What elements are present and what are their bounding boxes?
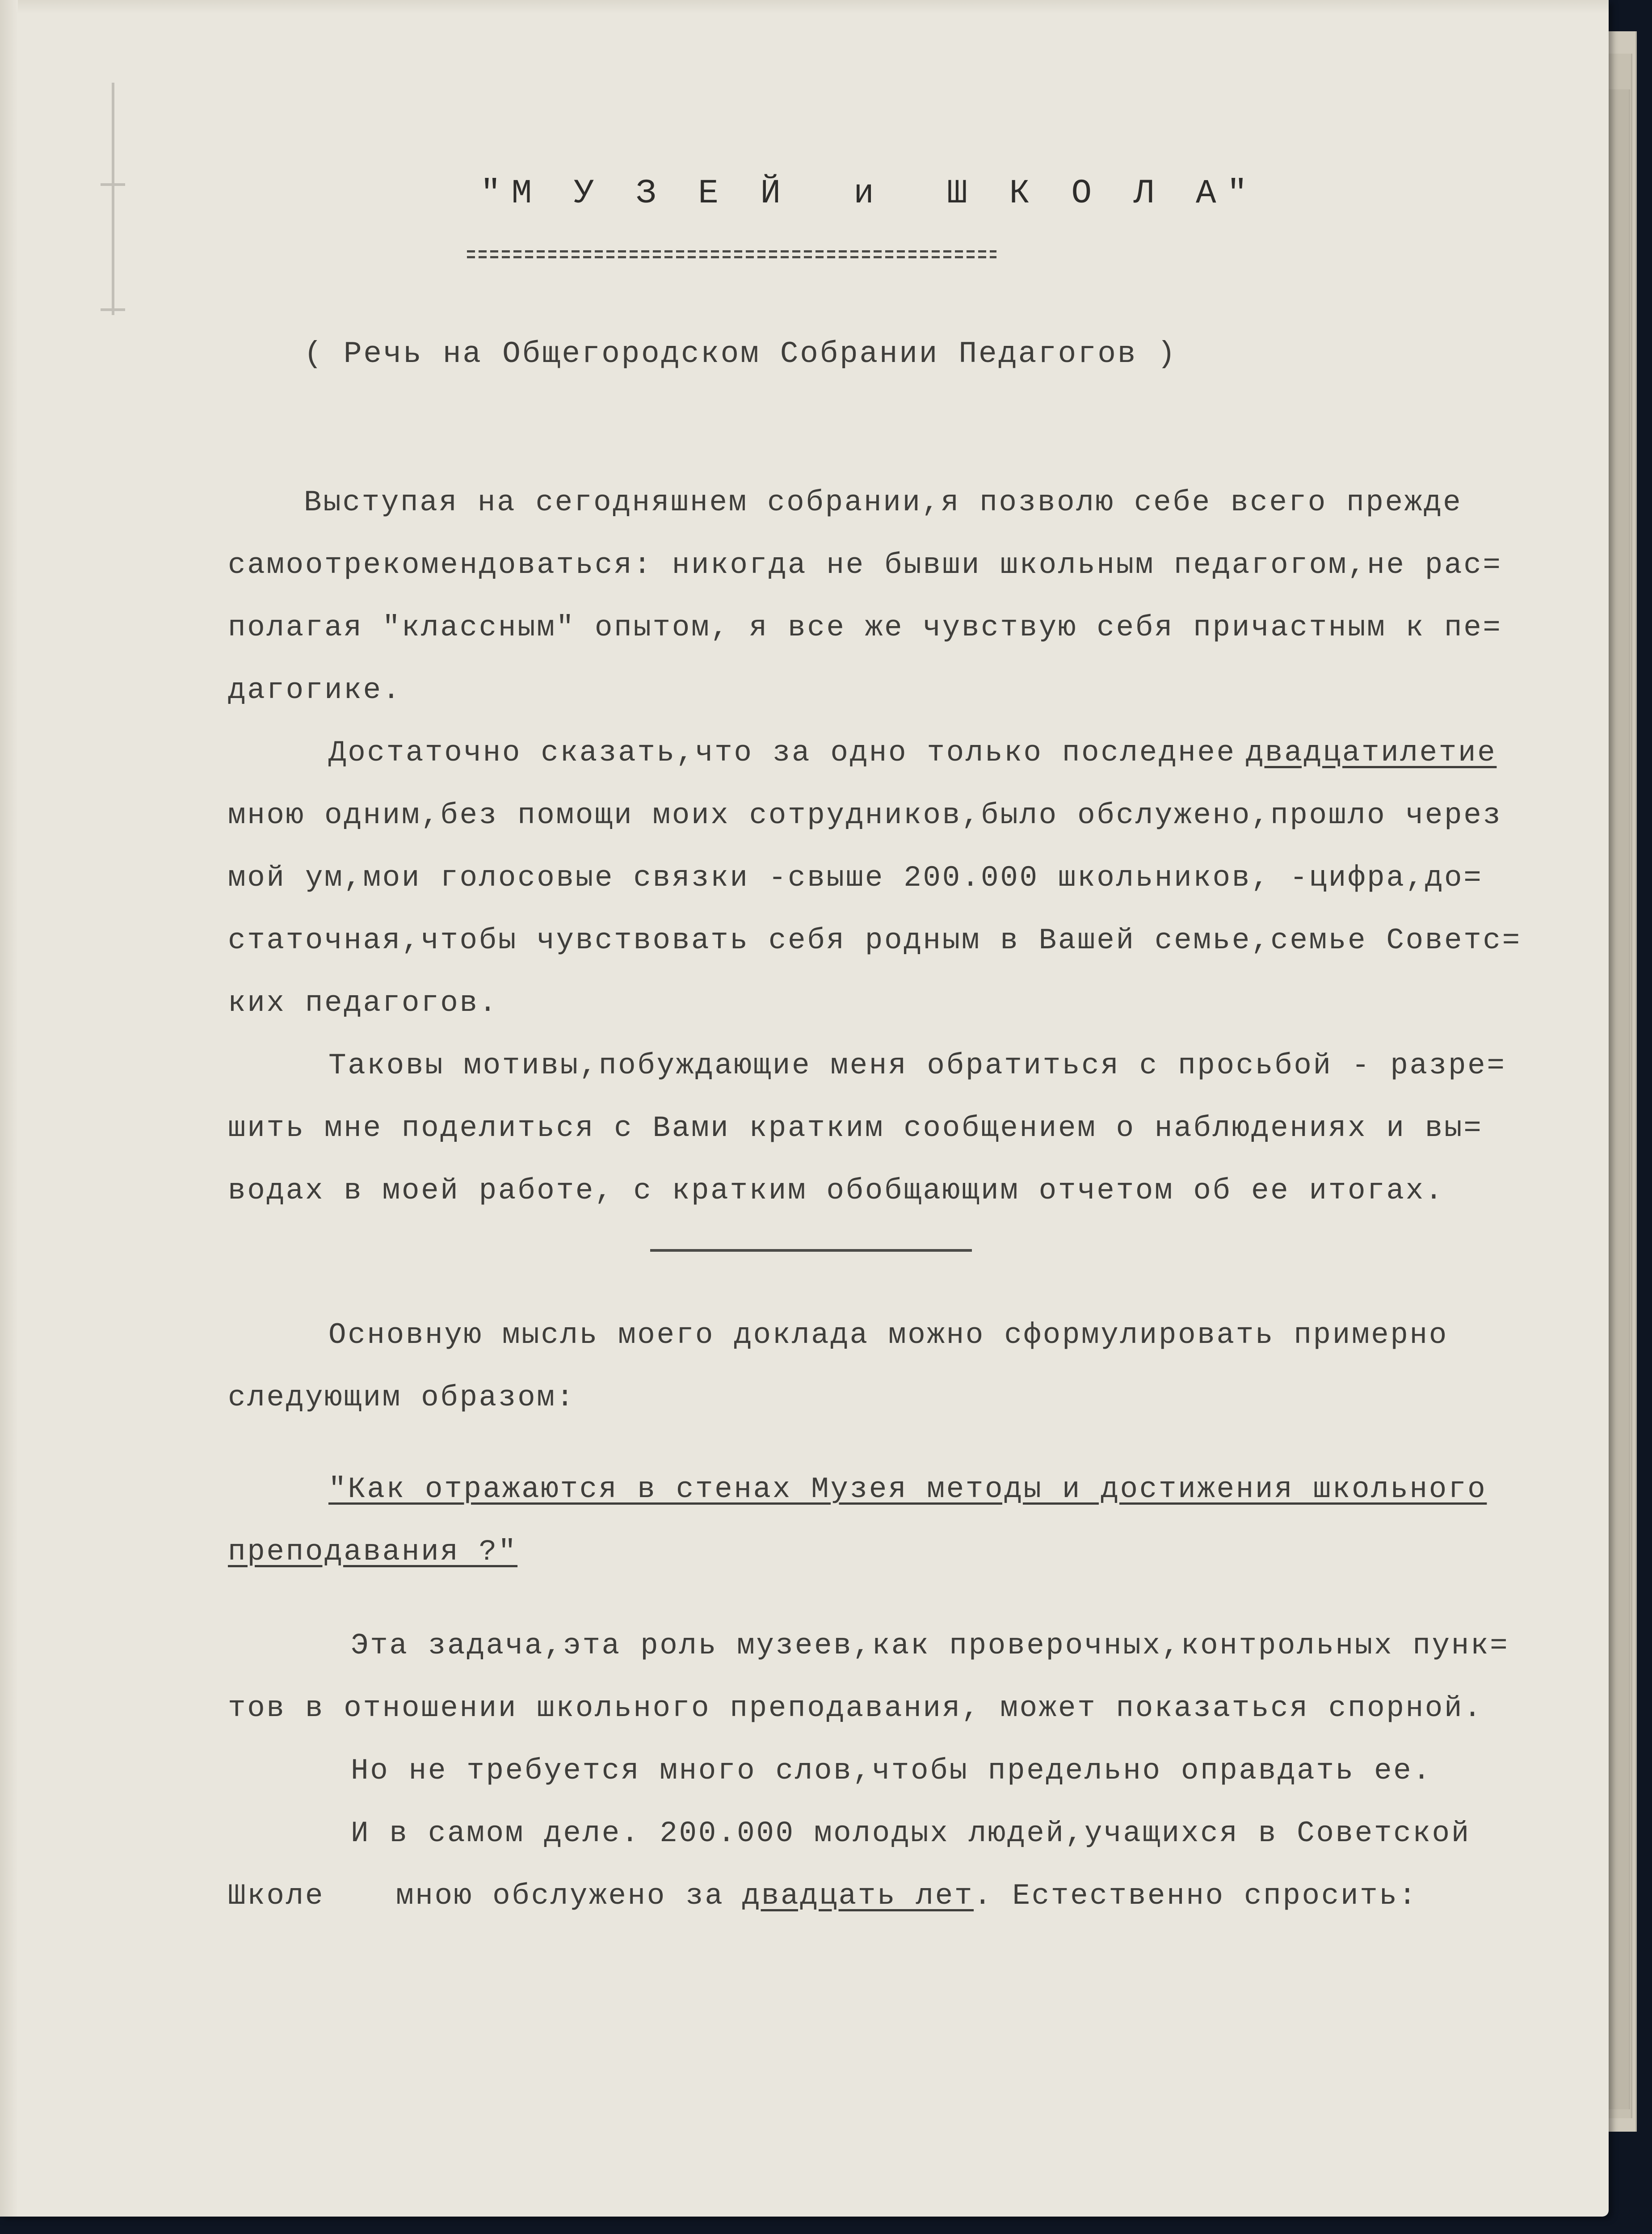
text-line: Но не требуется много слов,чтобы предельно оправдать ее.	[351, 1754, 1432, 1788]
text-line: Выступая на сегодняшнем собрании,я позволю себе всего прежде	[304, 486, 1463, 519]
underlined-quote: преподавания ?"	[228, 1535, 518, 1569]
underlined-quote: "Как отражаются в стенах Музея методы и достижения школьного	[328, 1473, 1487, 1506]
margin-mark	[101, 308, 125, 311]
text-line: ких педагогов.	[228, 986, 498, 1020]
text-line	[328, 738, 1496, 768]
text-line: шить мне поделиться с Вами кратким сообщением о наблюдениях и вы=	[228, 1111, 1483, 1145]
margin-mark	[112, 83, 114, 315]
page-edge-shadow	[0, 0, 18, 2217]
text-segment: Достаточно сказать,что за одно только последнее	[328, 736, 1236, 770]
title-double-underline	[467, 250, 996, 258]
text-line: Основную мысль моего доклада можно сформулировать примерно	[328, 1318, 1448, 1352]
text-segment: Школе	[228, 1879, 325, 1913]
margin-mark	[101, 183, 125, 186]
text-line: статочная,чтобы чувствовать себя родным в Вашей семье,семье Советс=	[228, 924, 1522, 957]
page-edge-shadow	[0, 0, 1609, 13]
section-divider	[650, 1249, 972, 1252]
text-line: самоотрекомендоваться: никогда не бывши школьным педагогом,не рас=	[228, 548, 1502, 582]
text-line: И в самом деле. 200.000 молодых людей,учащихся в Советской	[351, 1817, 1471, 1850]
text-line: мой ум,мои голосовые связки -свыше 200.000 школьников, -цифра,до=	[228, 861, 1483, 895]
text-line: Эта задача,эта роль музеев,как проверочных,контрольных пунк=	[351, 1629, 1509, 1662]
underlined-phrase: двадцатилетие	[1245, 736, 1497, 770]
underlined-phrase: двадцать лет	[742, 1879, 974, 1913]
text-line: тов в отношении школьного преподавания, может показаться спорной.	[228, 1691, 1483, 1725]
text-line: водах в моей работе, с кратким обобщающим отчетом об ее итогах.	[228, 1174, 1445, 1207]
text-segment: . Естественно спросить:	[974, 1879, 1418, 1913]
document-title: "М У З Е Й и Ш К О Л А"	[480, 174, 1258, 213]
text-line: полагая "классным" опытом, я все же чувствую себя причастным к пе=	[228, 611, 1502, 644]
text-line: Таковы мотивы,побуждающие меня обратиться с просьбой - разре=	[328, 1049, 1506, 1082]
text-segment: мною обслужено за	[396, 1879, 724, 1913]
document-subtitle: ( Речь на Общегородском Собрании Педагогов )	[304, 337, 1177, 371]
text-line	[228, 1881, 1418, 1911]
text-line: следующим образом:	[228, 1381, 576, 1414]
text-line: мною одним,без помощи моих сотрудников,было обслужено,прошло через	[228, 799, 1502, 832]
text-line: дагогике.	[228, 673, 402, 707]
